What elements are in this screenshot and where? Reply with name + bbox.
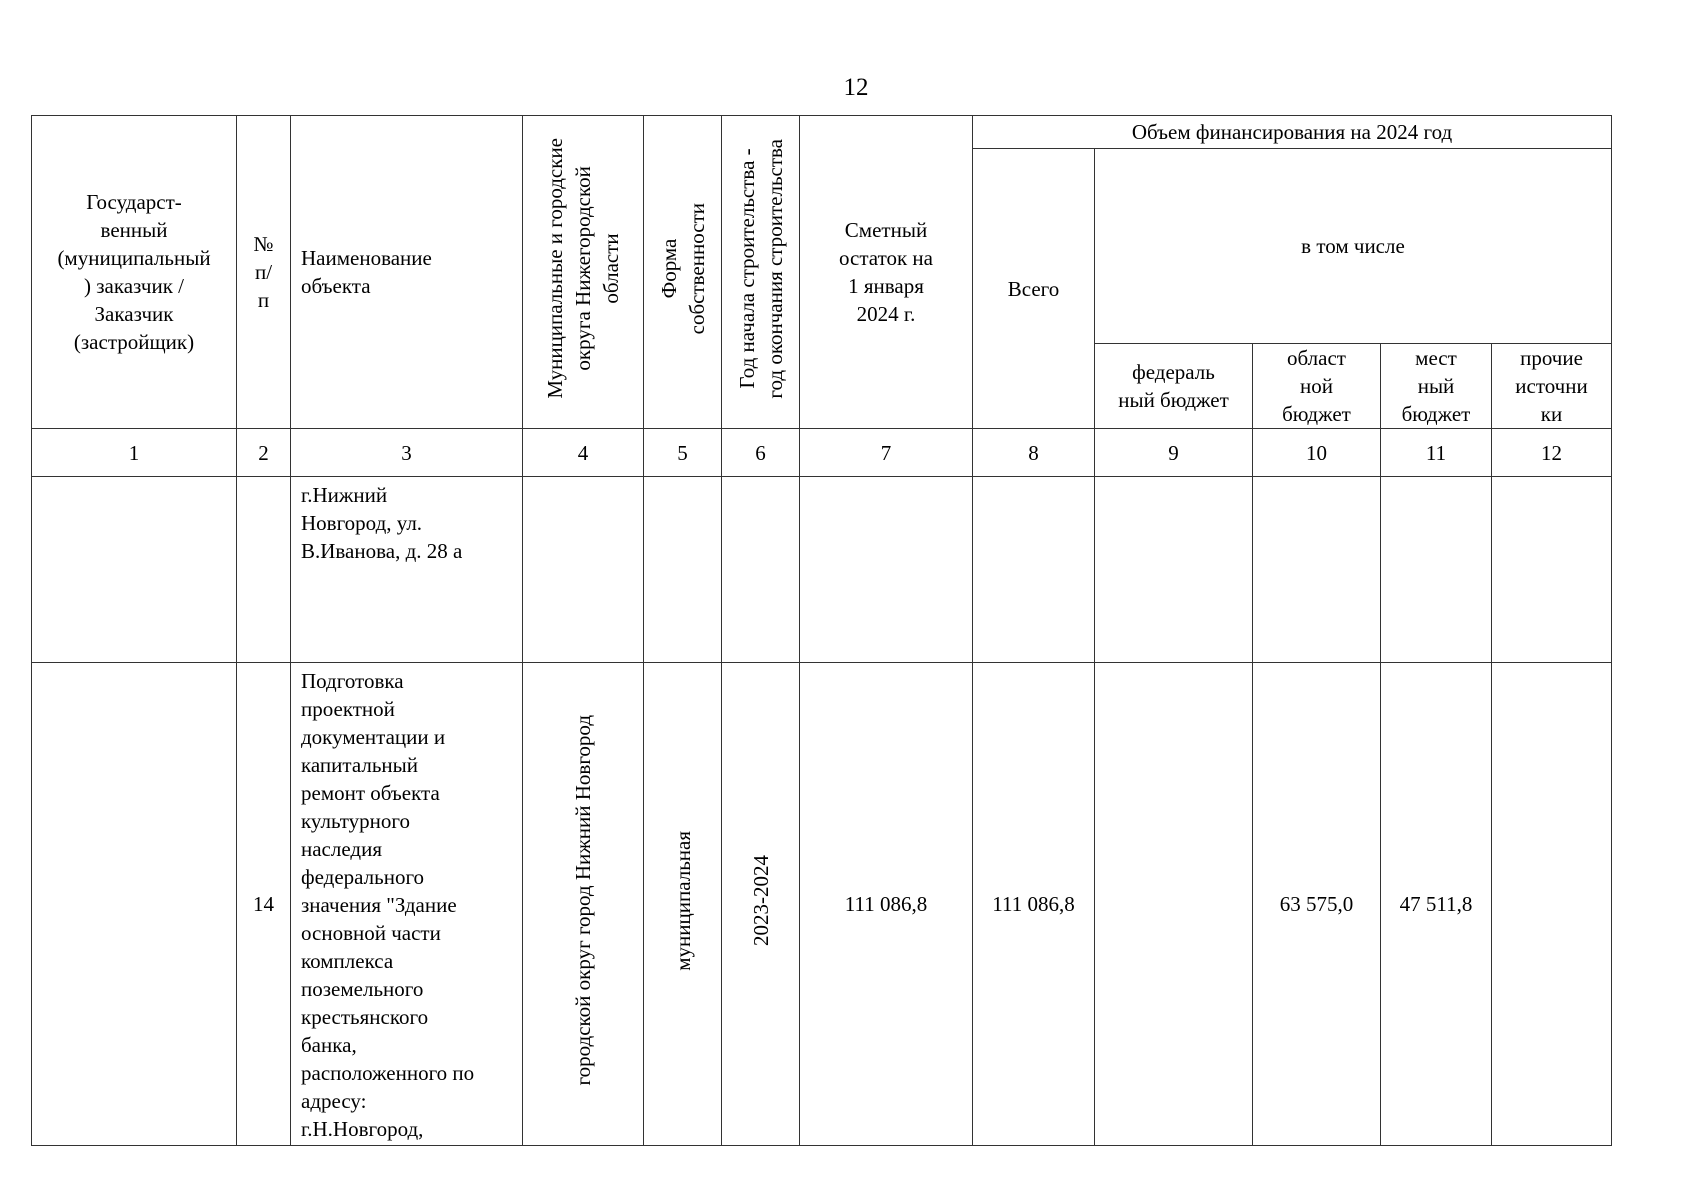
cell-number: 14: [237, 663, 291, 1146]
header-regional: област ной бюджет: [1253, 344, 1381, 429]
column-number: 8: [973, 429, 1095, 477]
header-municipality: Муниципальные и городские округа Нижегородской области: [543, 138, 623, 399]
cell-ownership: [644, 477, 722, 663]
header-estimate-balance: Сметный остаток на 1 января 2024 г.: [800, 116, 973, 429]
cell-ownership-cell: [644, 663, 722, 1146]
header-federal: федераль ный бюджет: [1095, 344, 1253, 429]
table-row: [32, 477, 1612, 663]
cell-federal: [1095, 477, 1253, 663]
table-row: [32, 663, 1612, 1146]
cell-object-name: Подготовка проектной документации и капитальный ремонт объекта культурного наследия федерального значения "Здание основной части комплекса поземельного крестьянского банка, расположенного по адресу: г.Н.Новгород,: [291, 663, 523, 1146]
column-number: 7: [800, 429, 973, 477]
cell-estimate-balance: 111 086,8: [800, 663, 973, 1146]
cell-total: 111 086,8: [973, 663, 1095, 1146]
cell-municipality: городской округ город Нижний Новгород: [571, 715, 595, 1086]
header-total: Всего: [973, 149, 1095, 429]
column-number: 12: [1492, 429, 1612, 477]
column-number: 10: [1253, 429, 1381, 477]
column-number: 2: [237, 429, 291, 477]
header-row-top: [32, 116, 1612, 149]
cell-municipality: [523, 477, 644, 663]
column-number: 4: [523, 429, 644, 477]
cell-federal: [1095, 663, 1253, 1146]
header-years: Год начала строительства - год окончания строительства: [734, 138, 787, 399]
header-financing-title: Объем финансирования на 2024 год: [973, 116, 1612, 149]
cell-years: [722, 477, 800, 663]
header-ownership-cell: [644, 116, 722, 429]
header-municipality-cell: [523, 116, 644, 429]
cell-customer: [32, 477, 237, 663]
cell-customer: [32, 663, 237, 1146]
column-number: 5: [644, 429, 722, 477]
header-ownership: Форма собственности: [656, 202, 709, 335]
header-local: мест ный бюджет: [1381, 344, 1492, 429]
header-number: № п/ п: [237, 116, 291, 429]
cell-years-cell: [722, 663, 800, 1146]
header-years-cell: [722, 116, 800, 429]
cell-object-name: г.Нижний Новгород, ул. В.Иванова, д. 28 а: [291, 477, 523, 663]
column-number: 3: [291, 429, 523, 477]
header-other: прочие источни ки: [1492, 344, 1612, 429]
column-number: 1: [32, 429, 237, 477]
page-number: 12: [843, 74, 869, 101]
header-including: в том числе: [1095, 149, 1612, 344]
column-number-row: [32, 429, 1612, 477]
cell-other: [1492, 477, 1612, 663]
column-number: 11: [1381, 429, 1492, 477]
header-customer: Государст- венный (муниципальный ) заказчик / Заказчик (застройщик): [32, 116, 237, 429]
cell-regional: [1253, 477, 1381, 663]
cell-years: 2023-2024: [748, 855, 773, 946]
financing-table: [31, 115, 1612, 1146]
cell-municipality-cell: [523, 663, 644, 1146]
column-number: 6: [722, 429, 800, 477]
column-number: 9: [1095, 429, 1253, 477]
cell-ownership: муниципальная: [670, 830, 695, 971]
cell-other: [1492, 663, 1612, 1146]
cell-local: 47 511,8: [1381, 663, 1492, 1146]
cell-estimate-balance: [800, 477, 973, 663]
header-object-name: Наименование объекта: [291, 116, 523, 429]
cell-number: [237, 477, 291, 663]
cell-local: [1381, 477, 1492, 663]
cell-total: [973, 477, 1095, 663]
cell-regional: 63 575,0: [1253, 663, 1381, 1146]
